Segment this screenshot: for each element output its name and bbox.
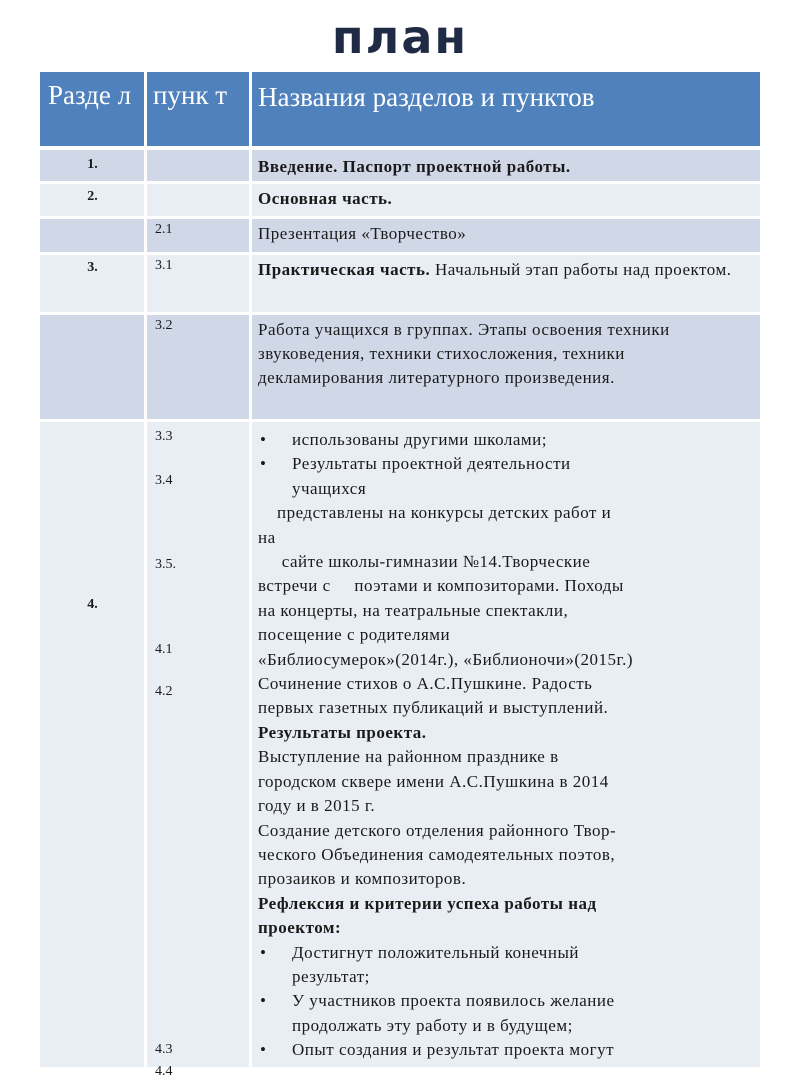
item-number [145, 150, 250, 160]
text-line: на концерты, на театральные спектакли, [258, 600, 569, 620]
title-text: Начальный этап работы над проектом. [430, 260, 732, 279]
title-bold: Практическая часть. [258, 260, 431, 279]
table-row-section [40, 420, 145, 1067]
table-row-section [40, 182, 145, 217]
text-line: • У участников проекта появилось желание [258, 989, 752, 1013]
row-divider [40, 312, 760, 315]
item-number: 4.1 [155, 642, 173, 657]
table-row-title [250, 150, 760, 182]
page-title: план [331, 10, 469, 64]
text-line: Создание детского отделения районного Твор- [258, 820, 617, 840]
text-line: «Библиосумерок»(2014г.), «Библионочи»(2015г.) [258, 649, 633, 669]
title-bold: Введение. Паспорт проектной работы. [258, 157, 571, 176]
table-row-title [250, 313, 760, 420]
text-line: посещение с родителями [258, 625, 451, 645]
item-number: 4.4 [155, 1064, 173, 1079]
row-divider [40, 252, 760, 255]
table-row-section [40, 150, 145, 182]
column-divider [144, 72, 147, 1067]
table-row-item [145, 313, 250, 420]
header-section: Разде л [40, 72, 145, 147]
text-line: • Достигнут положительный конечный [258, 941, 752, 965]
section-number: 3. [87, 260, 98, 275]
header-item: пунк т [145, 72, 250, 147]
table-row-title [250, 182, 760, 217]
table-row-items [145, 420, 250, 1079]
text-line: ческого Объединения самодеятельных поэтов, [258, 844, 616, 864]
row-divider [40, 146, 760, 149]
text-line: первых газетных публикаций и выступлений. [258, 698, 609, 718]
text-line: сайте школы-гимназии №14.Творческие [258, 552, 591, 572]
text-line: • использованы другими школами; [258, 428, 752, 452]
text-line: Результаты проекта. [258, 722, 427, 742]
column-divider [249, 72, 252, 1067]
text-line: Сочинение стихов о А.С.Пушкине. Радость [258, 674, 593, 694]
table-row-item [145, 150, 250, 182]
section-number: 2. [87, 189, 98, 204]
item-number: 3.1 [155, 258, 173, 273]
row-divider [40, 216, 760, 219]
section-number: 4. [87, 597, 98, 612]
item-number: 4.2 [155, 684, 173, 699]
table-row-item [145, 217, 250, 253]
title-text: Презентация «Творчество» [258, 224, 467, 243]
item-number: 3.3 [155, 429, 173, 444]
text-line: результат; [292, 966, 370, 986]
table-row-title [250, 217, 760, 253]
table-row-section [40, 313, 145, 420]
text-line: представлены на конкурсы детских работ и [258, 503, 612, 523]
title-text: Работа учащихся в группах. Этапы освоения техники звуковедения, техники стихосложения, техники декламирования литературного произведения. [258, 320, 670, 387]
text-line: прозаиков и композиторов. [258, 869, 467, 889]
item-number: 2.1 [155, 222, 173, 237]
text-line: • Результаты проектной деятельности [258, 452, 752, 476]
item-number: 4.3 [155, 1042, 173, 1057]
row-divider [40, 181, 760, 184]
table-row-section [40, 217, 145, 253]
table-row-item [145, 253, 250, 313]
item-number: 3.5. [155, 557, 176, 572]
table-row-item [145, 182, 250, 217]
text-line: городском сквере имени А.С.Пушкина в 2014 [258, 771, 609, 791]
table-row-section [40, 253, 145, 313]
header-title: Названия разделов и пунктов [250, 72, 760, 147]
text-line: встречи с поэтами и композиторами. Походы [258, 576, 624, 596]
row-divider [40, 419, 760, 422]
item-number: 3.2 [155, 318, 173, 333]
text-line: • Опыт создания и результат проекта могут [258, 1038, 752, 1062]
text-line: Рефлексия и критерии успеха работы над [258, 893, 597, 913]
text-line: Выступление на районном празднике в [258, 747, 559, 767]
item-number: 3.4 [155, 473, 173, 488]
table-row-title [250, 420, 760, 1067]
text-line: проектом: [258, 918, 342, 938]
text-line: на [258, 527, 276, 547]
section-number: 1. [87, 157, 98, 172]
text-line: учащихся [292, 478, 367, 498]
title-bold: Основная часть. [258, 189, 393, 208]
text-line: продолжать эту работу и в будущем; [292, 1015, 573, 1035]
table-row-title [250, 253, 760, 313]
text-line: году и в 2015 г. [258, 796, 376, 816]
